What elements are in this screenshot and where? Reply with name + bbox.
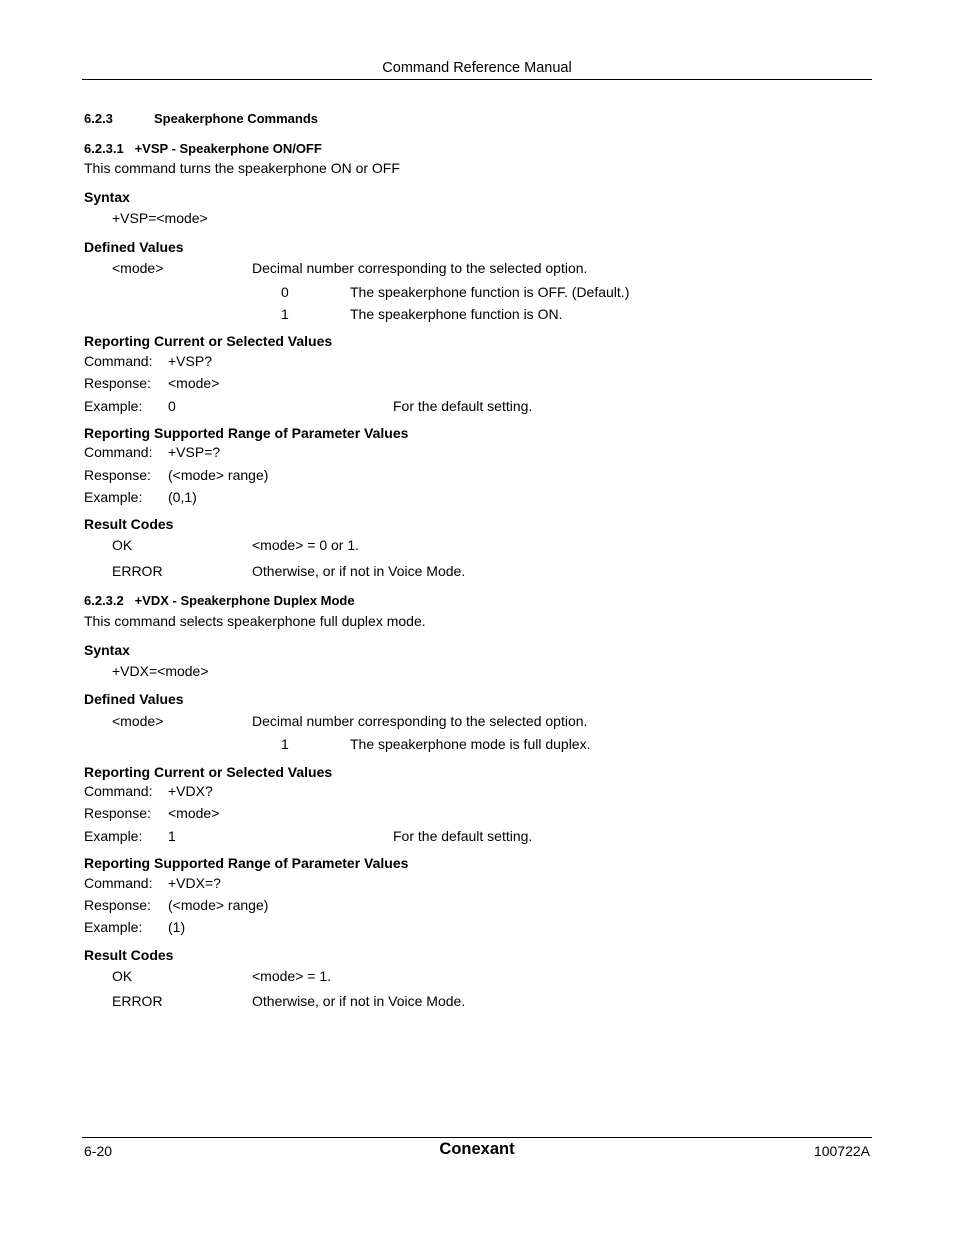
vdx-heading: 6.2.3.2 +VDX - Speakerphone Duplex Mode xyxy=(84,593,355,608)
vdx-current-response: <mode> xyxy=(168,805,220,821)
vdx-param-desc: Decimal number corresponding to the selected option. xyxy=(252,713,588,729)
vsp-option-desc: The speakerphone function is OFF. (Default.) xyxy=(350,284,630,300)
vsp-result-desc: Otherwise, or if not in Voice Mode. xyxy=(252,563,466,579)
vsp-current-label: Reporting Current or Selected Values xyxy=(84,333,333,349)
vsp-range-label: Reporting Supported Range of Parameter Values xyxy=(84,425,409,441)
vdx-range-response-label: Response: xyxy=(84,897,151,913)
vsp-current-response: <mode> xyxy=(168,375,220,391)
vdx-result-label: Result Codes xyxy=(84,947,174,963)
vsp-current-response-label: Response: xyxy=(84,375,151,391)
footer-company: Conexant xyxy=(439,1140,515,1158)
vsp-result-desc: <mode> = 0 or 1. xyxy=(252,537,360,553)
vdx-current-example: 1 xyxy=(168,828,176,844)
vsp-option-value: 1 xyxy=(281,306,289,322)
vsp-syntax: +VSP=<mode> xyxy=(112,210,208,226)
vdx-defined-label: Defined Values xyxy=(84,691,184,707)
section-number: 6.2.3 xyxy=(84,111,113,126)
vsp-current-example: 0 xyxy=(168,398,176,414)
vsp-current-example-label: Example: xyxy=(84,398,143,414)
vsp-result-code: OK xyxy=(112,537,133,553)
vdx-range-command: +VDX=? xyxy=(168,875,221,891)
vsp-description: This command turns the speakerphone ON or OFF xyxy=(84,160,400,176)
vsp-range-example: (0,1) xyxy=(168,489,197,505)
vsp-syntax-label: Syntax xyxy=(84,189,130,205)
vsp-option-value: 0 xyxy=(281,284,289,300)
vsp-range-command: +VSP=? xyxy=(168,444,221,460)
vsp-range-response-label: Response: xyxy=(84,467,151,483)
vdx-description: This command selects speakerphone full duplex mode. xyxy=(84,613,426,629)
vdx-range-example-label: Example: xyxy=(84,919,143,935)
vsp-option-desc: The speakerphone function is ON. xyxy=(350,306,563,322)
vdx-option-value: 1 xyxy=(281,736,289,752)
page-number: 6-20 xyxy=(84,1143,113,1159)
vdx-current-example-label: Example: xyxy=(84,828,143,844)
footer-rule xyxy=(82,1137,872,1138)
vdx-syntax: +VDX=<mode> xyxy=(112,663,209,679)
vsp-current-command-label: Command: xyxy=(84,353,153,369)
vdx-option-desc: The speakerphone mode is full duplex. xyxy=(350,736,591,752)
vdx-current-example-note: For the default setting. xyxy=(393,828,533,844)
vdx-result-desc: Otherwise, or if not in Voice Mode. xyxy=(252,993,466,1009)
vsp-param-desc: Decimal number corresponding to the selected option. xyxy=(252,260,588,276)
vsp-range-response: (<mode> range) xyxy=(168,467,269,483)
vdx-current-label: Reporting Current or Selected Values xyxy=(84,764,333,780)
vdx-range-response: (<mode> range) xyxy=(168,897,269,913)
vsp-range-example-label: Example: xyxy=(84,489,143,505)
vdx-range-example: (1) xyxy=(168,919,186,935)
vsp-result-label: Result Codes xyxy=(84,516,174,532)
vsp-result-code: ERROR xyxy=(112,563,163,579)
running-header: Command Reference Manual xyxy=(382,60,572,76)
vsp-defined-label: Defined Values xyxy=(84,239,184,255)
vdx-current-command: +VDX? xyxy=(168,783,213,799)
vsp-current-example-note: For the default setting. xyxy=(393,398,533,414)
vsp-current-command: +VSP? xyxy=(168,353,212,369)
document-number: 100722A xyxy=(813,1143,870,1159)
vsp-param: <mode> xyxy=(112,260,164,276)
section-title: Speakerphone Commands xyxy=(154,111,318,126)
vdx-result-code: OK xyxy=(112,968,133,984)
vdx-result-desc: <mode> = 1. xyxy=(252,968,332,984)
vdx-syntax-label: Syntax xyxy=(84,642,130,658)
vdx-current-command-label: Command: xyxy=(84,783,153,799)
vdx-range-command-label: Command: xyxy=(84,875,153,891)
vdx-current-response-label: Response: xyxy=(84,805,151,821)
vdx-param: <mode> xyxy=(112,713,164,729)
vsp-heading: 6.2.3.1 +VSP - Speakerphone ON/OFF xyxy=(84,141,322,156)
header-rule xyxy=(82,79,872,80)
vdx-result-code: ERROR xyxy=(112,993,163,1009)
vsp-range-command-label: Command: xyxy=(84,444,153,460)
vdx-range-label: Reporting Supported Range of Parameter Values xyxy=(84,855,409,871)
